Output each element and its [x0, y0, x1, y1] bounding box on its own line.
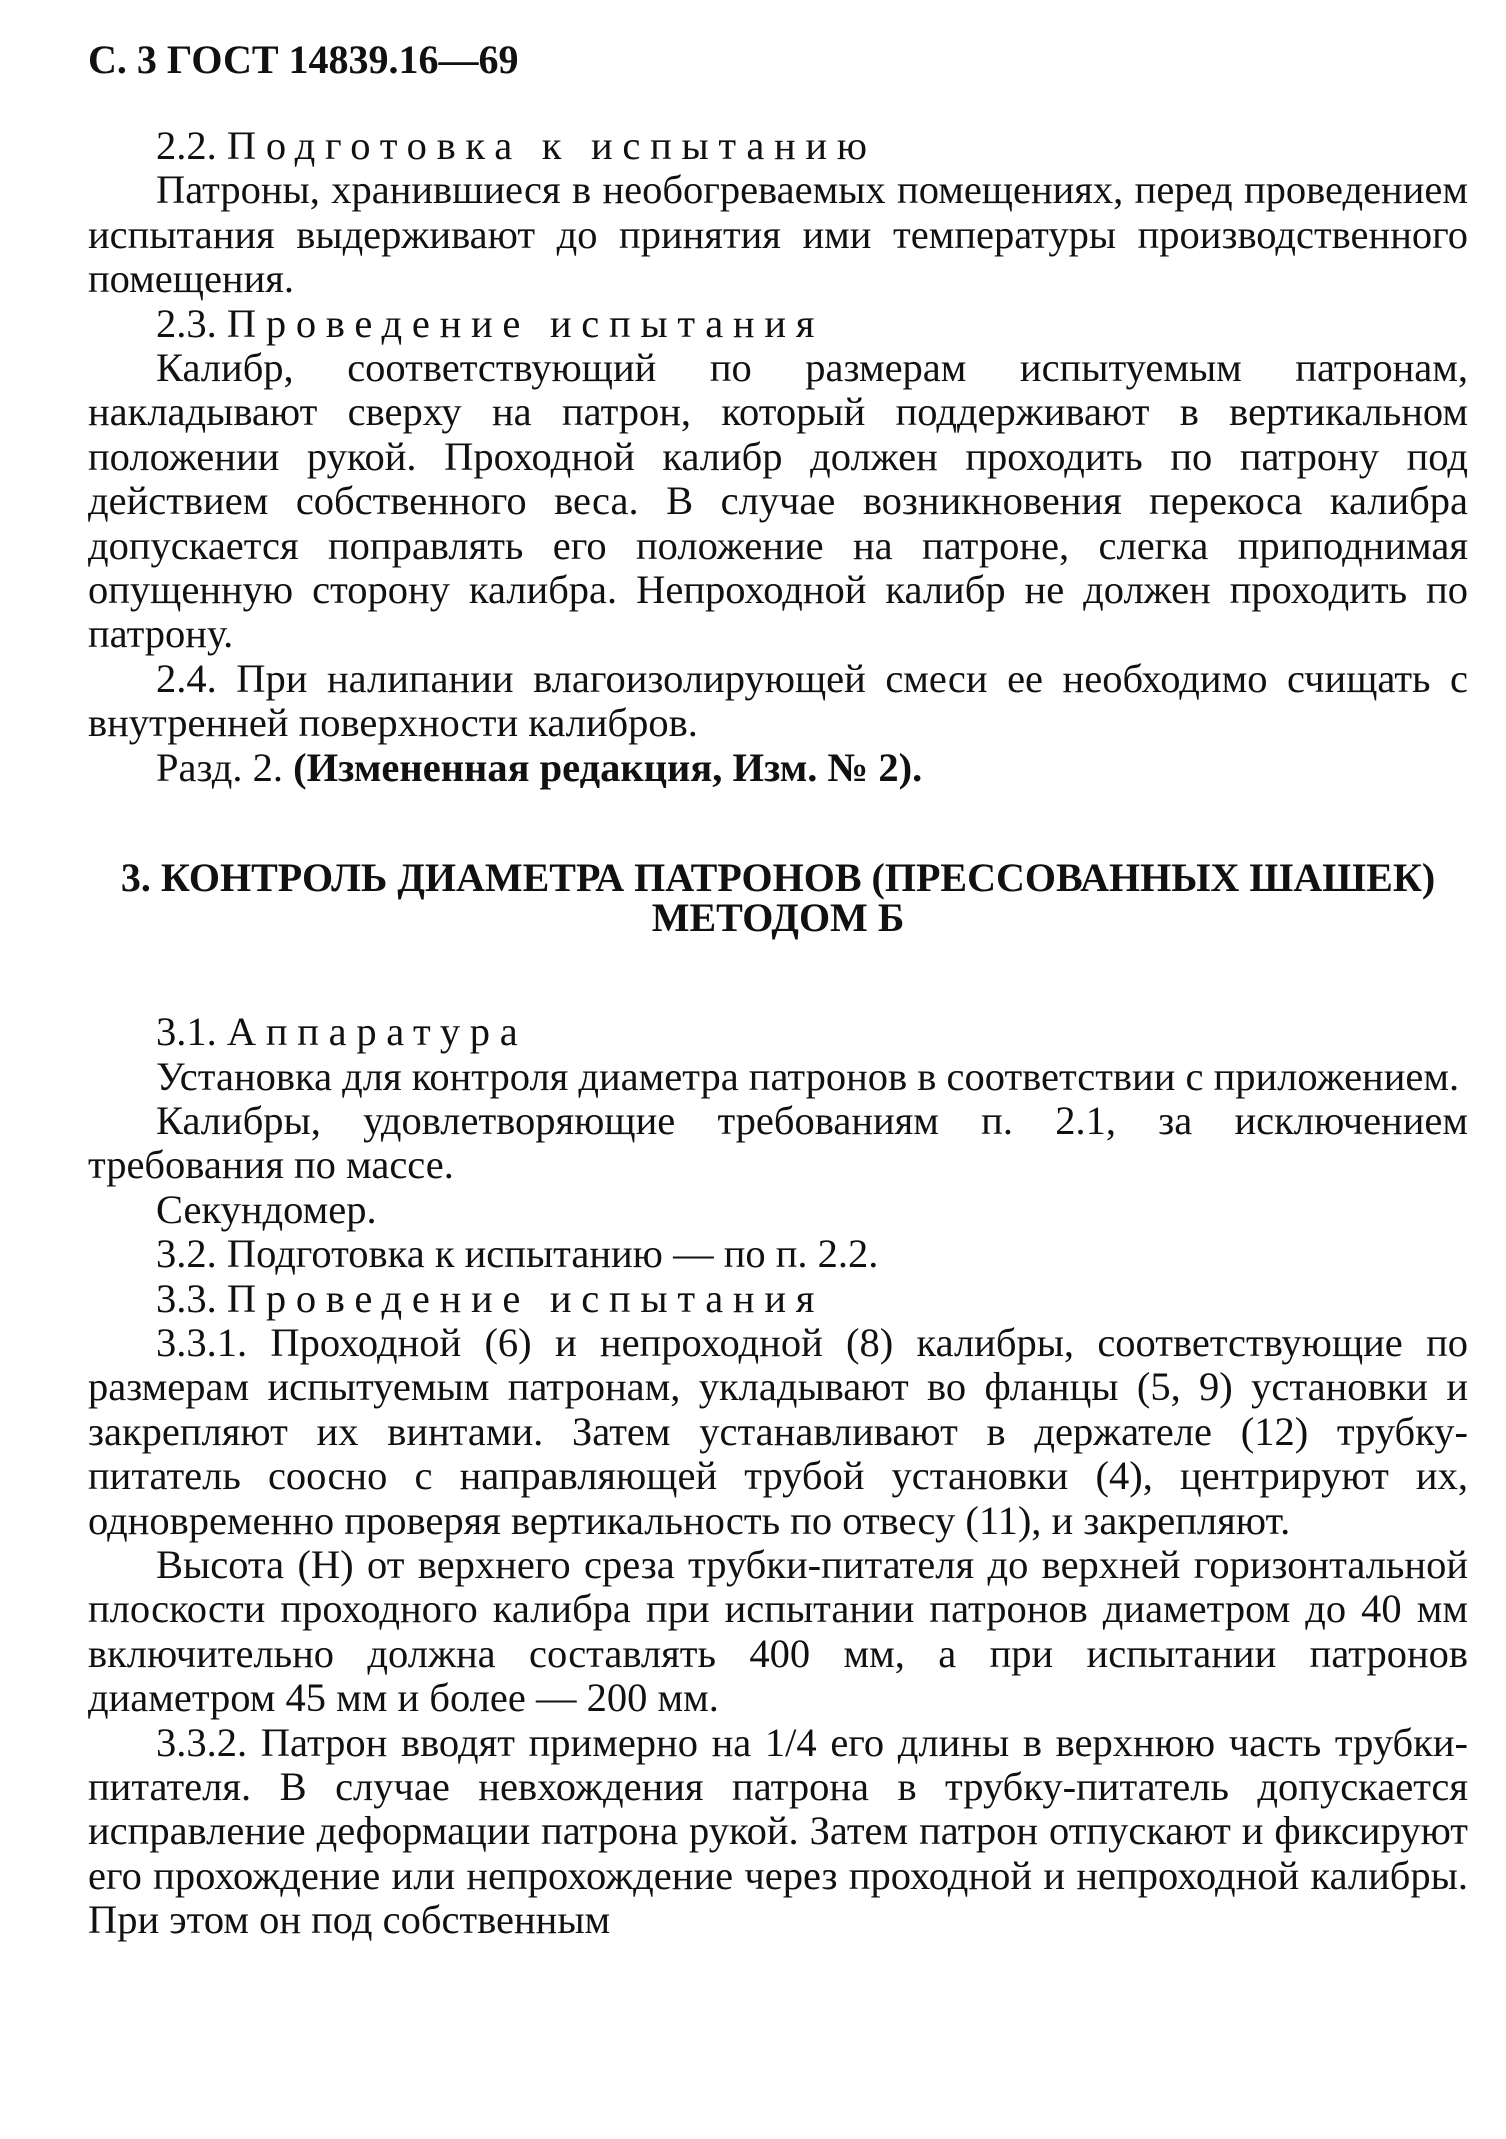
paragraph-3-3-1-height: Высота (H) от верхнего среза трубки-питателя до верхней горизонтальной плоскости проходного калибра при испытании патронов диаметром до 40 мм включительно должна составлять 400 мм, а при испытании патронов диаметром 45 мм и более — 200 мм. — [88, 1541, 1468, 1721]
subsection-number: 2.2. — [156, 123, 227, 168]
paragraph-3-2: 3.2. Подготовка к испытанию — по п. 2.2. — [156, 1231, 879, 1277]
subsection-title: Проведение испытания — [226, 300, 825, 346]
section-title-line-1: 3. КОНТРОЛЬ ДИАМЕТРА ПАТРОНОВ (ПРЕССОВАННЫХ ШАШЕК) — [120, 855, 1436, 901]
subsection-number: 3.1. — [156, 1009, 227, 1055]
section-3-title — [88, 855, 1468, 941]
revision-label: (Измененная редакция, Изм. № 2). — [293, 744, 923, 790]
paragraph-3-3-2: 3.3.2. Патрон вводят примерно на 1/4 его длины в верхнюю часть трубки-питателя. В случае невхождения патрона в трубку-питатель допускается исправление деформации патрона рукой. Затем патрон отпускают и фиксируют его прохождение или непрохождение через проходной и непроходной калибры. При этом он под собственным — [88, 1719, 1468, 1943]
revision-note — [88, 746, 1468, 790]
subsection-title: Проведение испытания — [226, 1275, 825, 1321]
paragraph-3-1-b: Калибры, удовлетворяющие требованиям п. 2.1, за исключением требования по массе. — [88, 1097, 1468, 1188]
subsection-heading-3-3 — [88, 1277, 1468, 1321]
paragraph-2-2: Патроны, хранившиеся в необогреваемых помещениях, перед проведением испытания выдерживают до принятия ими температуры производственного помещения. — [88, 167, 1468, 302]
paragraph-2-4: 2.4. При налипании влагоизолирующей смеси ее необходимо счищать с внутренней поверхности калибров. — [88, 655, 1468, 746]
revision-prefix: Разд. 2. — [156, 744, 294, 790]
paragraph-2-3: Калибр, соответствующий по размерам испытуемым патронам, накладывают сверху на патрон, который поддерживают в вертикальном положении рукой. Проходной калибр должен проходить по патрону под действием собственного веса. В случае возникновения перекоса калибра допускается поправлять его положение на патроне, слегка приподнимая опущенную сторону калибра. Непроходной калибр не должен проходить по патрону. — [88, 345, 1468, 657]
subsection-number: 3.3. — [156, 1275, 227, 1321]
section-title-line-2: МЕТОДОМ Б — [651, 895, 905, 941]
subsection-heading-3-1 — [88, 1010, 1468, 1054]
subsection-number: 2.3. — [156, 300, 227, 346]
document-page — [88, 37, 1468, 1943]
paragraph-3-1-a: Установка для контроля диаметра патронов в соответствии с приложением. — [156, 1053, 1460, 1099]
subsection-heading-2-3 — [88, 302, 1468, 346]
subsection-title: Аппаратура — [226, 1009, 528, 1055]
paragraph-3-3-1: 3.3.1. Проходной (6) и непроходной (8) калибры, соответствующие по размерам испытуемым патронам, укладывают во фланцы (5, 9) установки и закрепляют их винтами. Затем устанавливают в держателе (12) трубку-питатель соосно с направляющей трубой установки (4), центрируют их, одновременно проверяя вертикальность по отвесу (11), и закрепляют. — [88, 1319, 1468, 1543]
subsection-title: Подготовка к испытанию — [226, 123, 877, 168]
subsection-heading-2-2 — [88, 124, 1468, 168]
page-header: С. 3 ГОСТ 14839.16—69 — [88, 37, 519, 82]
paragraph-3-1-c: Секундомер. — [156, 1186, 377, 1232]
